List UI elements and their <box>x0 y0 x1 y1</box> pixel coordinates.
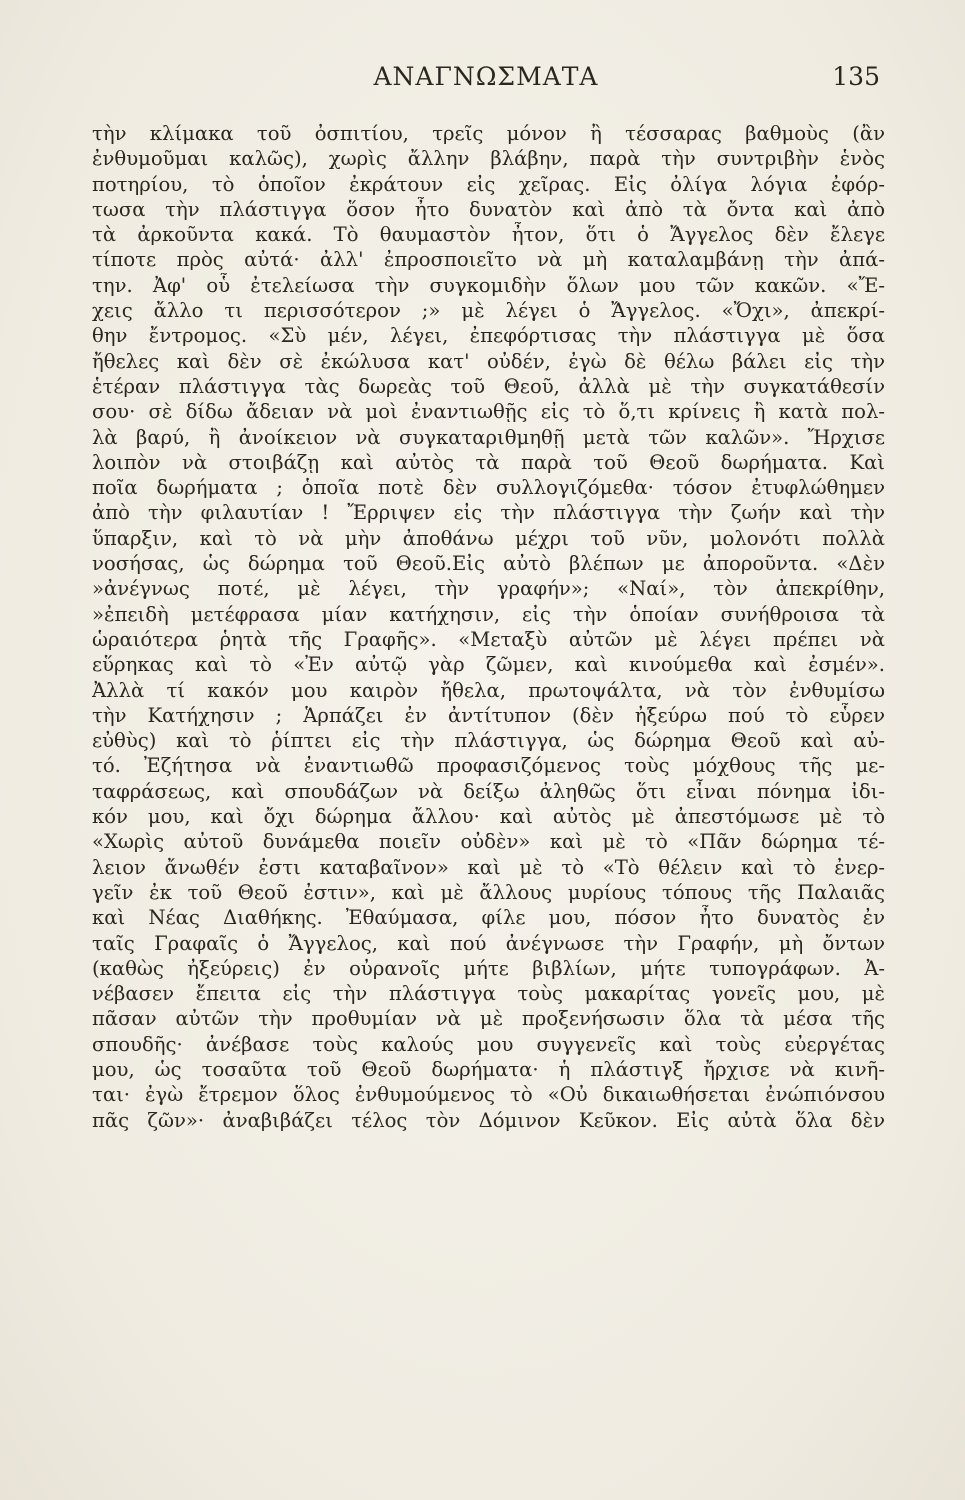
text-line: ποῖα δωρήματα ; ὁποῖα ποτὲ δὲν συλλογιζόμεθα· τόσον ἐτυφλώθημεν <box>92 476 885 500</box>
text-line: τὴν Κατήχησιν ; Ἁρπάζει ἐν ἀντίτυπον (δὲν ἠξεύρω πού τὸ εὗρεν <box>92 703 885 727</box>
text-line: ταῖς Γραφαῖς ὁ Ἄγγελος, καὶ πού ἀνέγνωσε τὴν Γραφήν, μὴ ὄντων <box>92 931 885 955</box>
text-line: Ἀλλὰ τί κακόν μου καιρὸν ἤθελα, πρωτοψάλτα, νὰ τὸν ἐνθυμίσω <box>92 678 885 702</box>
text-line: θην ἔντρομος. «Σὺ μέν, λέγει, ἐπεφόρτισας τὴν πλάστιγγα μὲ ὅσα <box>92 324 885 348</box>
text-line: λειον ἄνωθέν ἐστι καταβαῖνον» καὶ μὲ τὸ «Τὸ θέλειν καὶ τὸ ἐνερ- <box>92 855 885 879</box>
text-line: μου, ὡς τοσαῦτα τοῦ Θεοῦ δωρήματα· ἡ πλάστιγξ ἤρχισε νὰ κινῆ- <box>92 1057 885 1081</box>
text-line: την. Ἀφ' οὗ ἐτελείωσα τὴν συγκομιδὴν ὅλων μου τῶν κακῶν. «Ἔ- <box>92 273 885 297</box>
text-line: πᾶς ζῶν»· ἀναβιβάζει τέλος τὸν Δόμινον Κεῦκον. Εἰς αὐτὰ ὅλα δὲν <box>92 1108 885 1132</box>
text-line: ποτηρίου, τὸ ὁποῖον ἐκράτουν εἰς χεῖρας. Εἰς ὀλίγα λόγια ἐφόρ- <box>92 172 885 196</box>
text-line: τό. Ἐζήτησα νὰ ἐναντιωθῶ προφασιζόμενος τοὺς μόχθους τῆς με- <box>92 754 885 778</box>
text-line: ἐνθυμοῦμαι καλῶς), χωρὶς ἄλλην βλάβην, παρὰ τὴν συντριβὴν ἑνὸς <box>92 147 885 171</box>
text-line: εὐθὺς) καὶ τὸ ῥίπτει εἰς τὴν πλάστιγγα, ὡς δώρημα Θεοῦ καὶ αὐ- <box>92 729 885 753</box>
text-line: ἤθελες καὶ δὲν σὲ ἐκώλυσα κατ' οὐδέν, ἐγὼ δὲ θέλω βάλει εἰς τὴν <box>92 349 885 373</box>
page-number: 135 <box>832 62 880 91</box>
text-line: τωσα τὴν πλάστιγγα ὅσον ἦτο δυνατὸν καὶ ἀπὸ τὰ ὄντα καὶ ἀπὸ <box>92 197 885 221</box>
text-line: τὰ ἀρκοῦντα κακά. Τὸ θαυμαστὸν ἦτον, ὅτι ὁ Ἄγγελος δὲν ἔλεγε <box>92 223 885 247</box>
text-line: (καθὼς ἠξεύρεις) ἐν οὐρανοῖς μήτε βιβλίων, μήτε τυπογράφων. Ἀ- <box>92 956 885 980</box>
text-line: εὕρηκας καὶ τὸ «Ἐν αὐτῷ γὰρ ζῶμεν, καὶ κινούμεθα καὶ ἐσμέν». <box>92 653 885 677</box>
text-line: λοιπὸν νὰ στοιβάζῃ καὶ αὐτὸς τὰ παρὰ τοῦ Θεοῦ δωρήματα. Καὶ <box>92 450 885 474</box>
text-line: ται· ἐγὼ ἔτρεμον ὅλος ἐνθυμούμενος τὸ «Οὐ δικαιωθήσεται ἐνώπιόνσου <box>92 1083 885 1107</box>
text-line: ὡραιότερα ῥητὰ τῆς Γραφῆς». «Μεταξὺ αὐτῶν μὲ λέγει πρέπει νὰ <box>92 627 885 651</box>
text-line: ἑτέραν πλάστιγγα τὰς δωρεὰς τοῦ Θεοῦ, ἀλλὰ μὲ τὴν συγκατάθεσίν <box>92 374 885 398</box>
text-line: ταφράσεως, καὶ σπουδάζων νὰ δείξω ἀληθῶς ὅτι εἶναι πόνημα ἰδι- <box>92 779 885 803</box>
text-line: σου· σὲ δίδω ἄδειαν νὰ μοὶ ἐναντιωθῇς εἰς τὸ ὅ,τι κρίνεις ἢ κατὰ πολ- <box>92 400 885 424</box>
text-line: καὶ Νέας Διαθήκης. Ἐθαύμασα, φίλε μου, πόσον ἦτο δυνατὸς ἐν <box>92 906 885 930</box>
text-line: «Χωρὶς αὐτοῦ δυνάμεθα ποιεῖν οὐδὲν» καὶ μὲ τὸ «Πᾶν δώρημα τέ- <box>92 830 885 854</box>
page-header <box>92 62 880 102</box>
running-title: ΑΝΑΓΝΩΣΜΑΤΑ <box>373 62 599 91</box>
text-line: ὕπαρξιν, καὶ τὸ νὰ μὴν ἀποθάνω μέχρι τοῦ νῦν, μολονότι πολλὰ <box>92 526 885 550</box>
text-line: »ἀνέγνως ποτέ, μὲ λέγει, τὴν γραφήν»; «Ναί», τὸν ἀπεκρίθην, <box>92 577 885 601</box>
text-line: ἀπὸ τὴν φιλαυτίαν ! Ἔρριψεν εἰς τὴν πλάστιγγα τὴν ζωήν καὶ τὴν <box>92 501 885 525</box>
text-line: νέβασεν ἔπειτα εἰς τὴν πλάστιγγα τοὺς μακαρίτας γονεῖς μου, μὲ <box>92 982 885 1006</box>
text-line: χεις ἄλλο τι περισσότερον ;» μὲ λέγει ὁ Ἄγγελος. «Ὄχι», ἀπεκρί- <box>92 299 885 323</box>
text-line: γεῖν ἐκ τοῦ Θεοῦ ἐστιν», καὶ μὲ ἄλλους μυρίους τόπους τῆς Παλαιᾶς <box>92 880 885 904</box>
text-line: πᾶσαν αὐτῶν τὴν προθυμίαν νὰ μὲ προξενήσωσιν ὅλα τὰ μέσα τῆς <box>92 1007 885 1031</box>
text-line: κόν μου, καὶ ὄχι δώρημα ἄλλου· καὶ αὐτὸς μὲ ἀπεστόμωσε μὲ τὸ <box>92 805 885 829</box>
text-line: τὴν κλίμακα τοῦ ὀσπιτίου, τρεῖς μόνον ἢ τέσσαρας βαθμοὺς (ἂν <box>92 122 885 145</box>
text-line: νοσήσας, ὡς δώρημα τοῦ Θεοῦ.Εἰς αὐτὸ βλέπων με ἀποροῦντα. «Δὲν <box>92 552 885 576</box>
text-line: λὰ βαρύ, ἢ ἀνοίκειον νὰ συγκαταριθμηθῇ μετὰ τῶν καλῶν». Ἤρχισε <box>92 425 885 449</box>
text-line: »ἐπειδὴ μετέφρασα μίαν κατήχησιν, εἰς τὴν ὁποίαν συνήθροισα τὰ <box>92 602 885 626</box>
text-line: σπουδῆς· ἀνέβασε τοὺς καλούς μου συγγενεῖς καὶ τοὺς εὐεργέτας <box>92 1032 885 1056</box>
body-text <box>92 121 885 1133</box>
text-line: τίποτε πρὸς αὐτά· ἀλλ' ἐπροσποιεῖτο νὰ μὴ καταλαμβάνῃ τὴν ἀπά- <box>92 248 885 272</box>
